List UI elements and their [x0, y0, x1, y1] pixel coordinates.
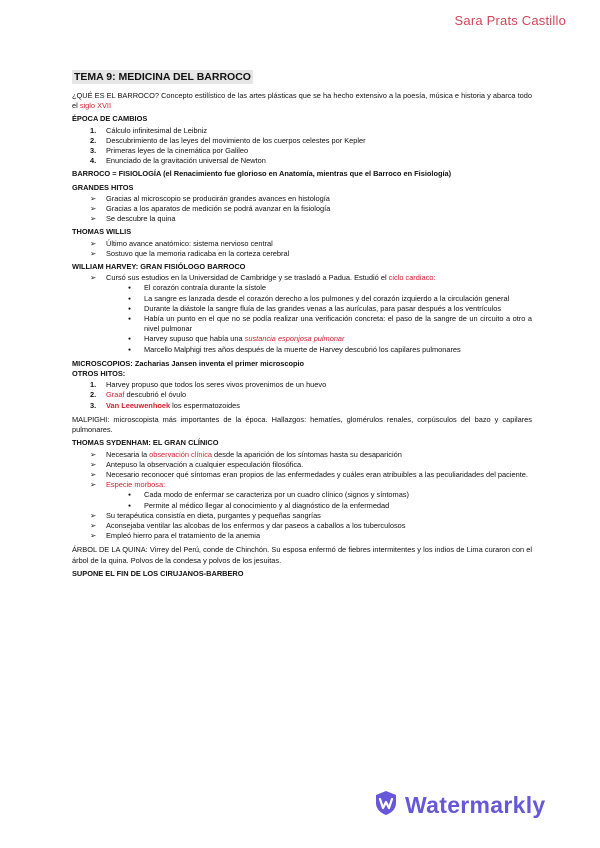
list-item: ● Durante la diástole la sangre fluía de las grandes venas a las aurículas, para pasar después a los ventrículos — [72, 304, 532, 314]
page-title: TEMA 9: MEDICINA DEL BARROCO — [74, 71, 251, 83]
list-item: ● La sangre es lanzada desde el corazón derecho a los pulmones y del corazón izquierdo a la circulación general — [72, 294, 532, 304]
author-name: Sara Prats Castillo — [454, 13, 566, 28]
list-item: ➢ Se descubre la quina — [72, 214, 532, 224]
list-item: ➢ Antepuso la observación a cualquier especulación filosófica. — [72, 460, 532, 470]
sydenham-sublist — [106, 490, 532, 510]
list-item: 1. Harvey propuso que todos los seres vivos provenimos de un huevo — [90, 380, 327, 390]
list-item: ➢ Cursó sus estudios en la Universidad de Cambridge y se trasladó a Padua. Estudió el ciclo cardiaco: ● El corazón contraía durante la sístole ● La sangre es lanzada desde el corazón derecho a los pulmones y del corazón izquierdo a la circulación general ● Durante la diástole la sangre fluía de las grandes venas a las aurículas, para pasar después a los ventrículos ● Había un punto en el que no se podía realizar una verificación concreta: el paso de la sangre de un circuito a otro a nivel pulmonar ● Harvey supuso que había una sustancia esponjosa pulmonar ● Marcello Malphigi tres años después de la muerte de Harvey descubrió los capilares pulmonares — [72, 273, 532, 355]
watermark-text: Watermarkly — [405, 792, 546, 818]
otros-heading: OTROS HITOS: — [72, 369, 126, 379]
list-item: ➢ Último avance anatómico: sistema nervioso central — [72, 239, 532, 249]
epoca-heading: ÉPOCA DE CAMBIOS — [72, 114, 148, 124]
list-item: ➢ Sostuvo que la memoria radicaba en la corteza cerebral — [72, 249, 532, 259]
watermark — [374, 790, 546, 821]
list-item: 4. Enunciado de la gravitación universal de Newton — [90, 156, 266, 166]
barroco-fisiologia: BARROCO = FISIOLOGÍA (el Renacimiento fue glorioso en Anatomía, mientras que el Barroco en Fisiología) — [72, 169, 452, 179]
list-item: ➢ Necesaria la observación clínica desde la aparición de los síntomas hasta su desaparición — [72, 450, 532, 460]
shield-icon — [374, 790, 398, 821]
otros-list — [72, 380, 532, 411]
list-item: ● El corazón contraía durante la sístole — [72, 283, 532, 293]
sydenham-list — [72, 450, 532, 542]
list-item: 3. Van Leeuwenhoek los espermatozoides — [90, 400, 240, 410]
epoca-list — [72, 126, 532, 167]
microscopios: MICROSCOPIOS: Zacharias Jansen inventa el primer microscopio — [72, 358, 305, 368]
list-item: 2. Graaf descubrió el óvulo — [90, 390, 187, 400]
list-item: ● Permite al médico llegar al conocimiento y al diagnóstico de la enfermedad — [72, 501, 532, 511]
quina-paragraph: ÁRBOL DE LA QUINA: Virrey del Perú, conde de Chinchón. Su esposa enfermó de fiebres intermitentes y los indios de Lima curaron con el árbol de la quina. Polvos de la condesa y polvos de los jesuitas. — [72, 545, 532, 565]
list-item: ➢ Su terapéutica consistía en dieta, purgantes y pequeñas sangrías — [72, 511, 532, 521]
document-page — [72, 70, 532, 580]
willis-heading: THOMAS WILLIS — [72, 227, 132, 237]
hitos-list — [72, 194, 532, 225]
sydenham-heading: THOMAS SYDENHAM: EL GRAN CLÍNICO — [72, 438, 219, 448]
list-item: ● Cada modo de enfermar se caracteriza por un cuadro clínico (signos y síntomas) — [72, 490, 532, 500]
list-item: ● Había un punto en el que no se podía realizar una verificación concreta: el paso de la sangre de un circuito a otro a nivel pulmonar — [72, 314, 532, 334]
list-item: 1. Cálculo infinitesimal de Leibniz — [90, 125, 208, 135]
list-item: ➢ Gracias a los aparatos de medición se podrá avanzar en la fisiología — [72, 204, 532, 214]
list-item: ➢ Empleó hierro para el tratamiento de la anemia — [72, 531, 532, 541]
list-item: 3. Primeras leyes de la cinemática por Galileo — [90, 146, 249, 156]
intro-paragraph: ¿QUÉ ES EL BARROCO? Concepto estilístico de las artes plásticas que se ha hecho extensivo a la poesía, música e historia y abarca todo el siglo XVII — [72, 91, 532, 111]
harvey-heading: WILLIAM HARVEY: GRAN FISIÓLOGO BARROCO — [72, 262, 246, 272]
list-item: ● Marcello Malphigi tres años después de la muerte de Harvey descubrió los capilares pulmonares — [72, 345, 532, 355]
list-item: ➢ Gracias al microscopio se producirán grandes avances en histología — [72, 194, 532, 204]
list-item: ➢ Necesario reconocer qué síntomas eran propios de las enfermedades y cuáles eran atribuibles a las peculiaridades del paciente. — [72, 470, 532, 480]
list-item: ➢ Aconsejaba ventilar las alcobas de los enfermos y dar paseos a caballos a los tuberculosos — [72, 521, 532, 531]
willis-list — [72, 239, 532, 259]
hitos-heading: GRANDES HITOS — [72, 182, 134, 192]
fin-heading: SUPONE EL FIN DE LOS CIRUJANOS-BARBERO — [72, 568, 244, 578]
list-item: ● Harvey supuso que había una sustancia esponjosa pulmonar — [72, 334, 532, 344]
list-item: ➢ Especie morbosa: ● Cada modo de enfermar se caracteriza por un cuadro clínico (signos y síntomas) ● Permite al médico llegar al conocimiento y al diagnóstico de la enfermedad — [72, 480, 532, 511]
malpighi-paragraph: MALPIGHI: microscopista más importantes de la época. Hallazgos: hematíes, glomérulos renales, corpúsculos del bazo y capilares pulmonares. — [72, 414, 532, 435]
list-item: 2. Descubrimiento de las leyes del movimiento de los cuerpos celestes por Kepler — [90, 135, 366, 145]
harvey-sublist — [106, 283, 532, 354]
harvey-list — [72, 273, 532, 355]
